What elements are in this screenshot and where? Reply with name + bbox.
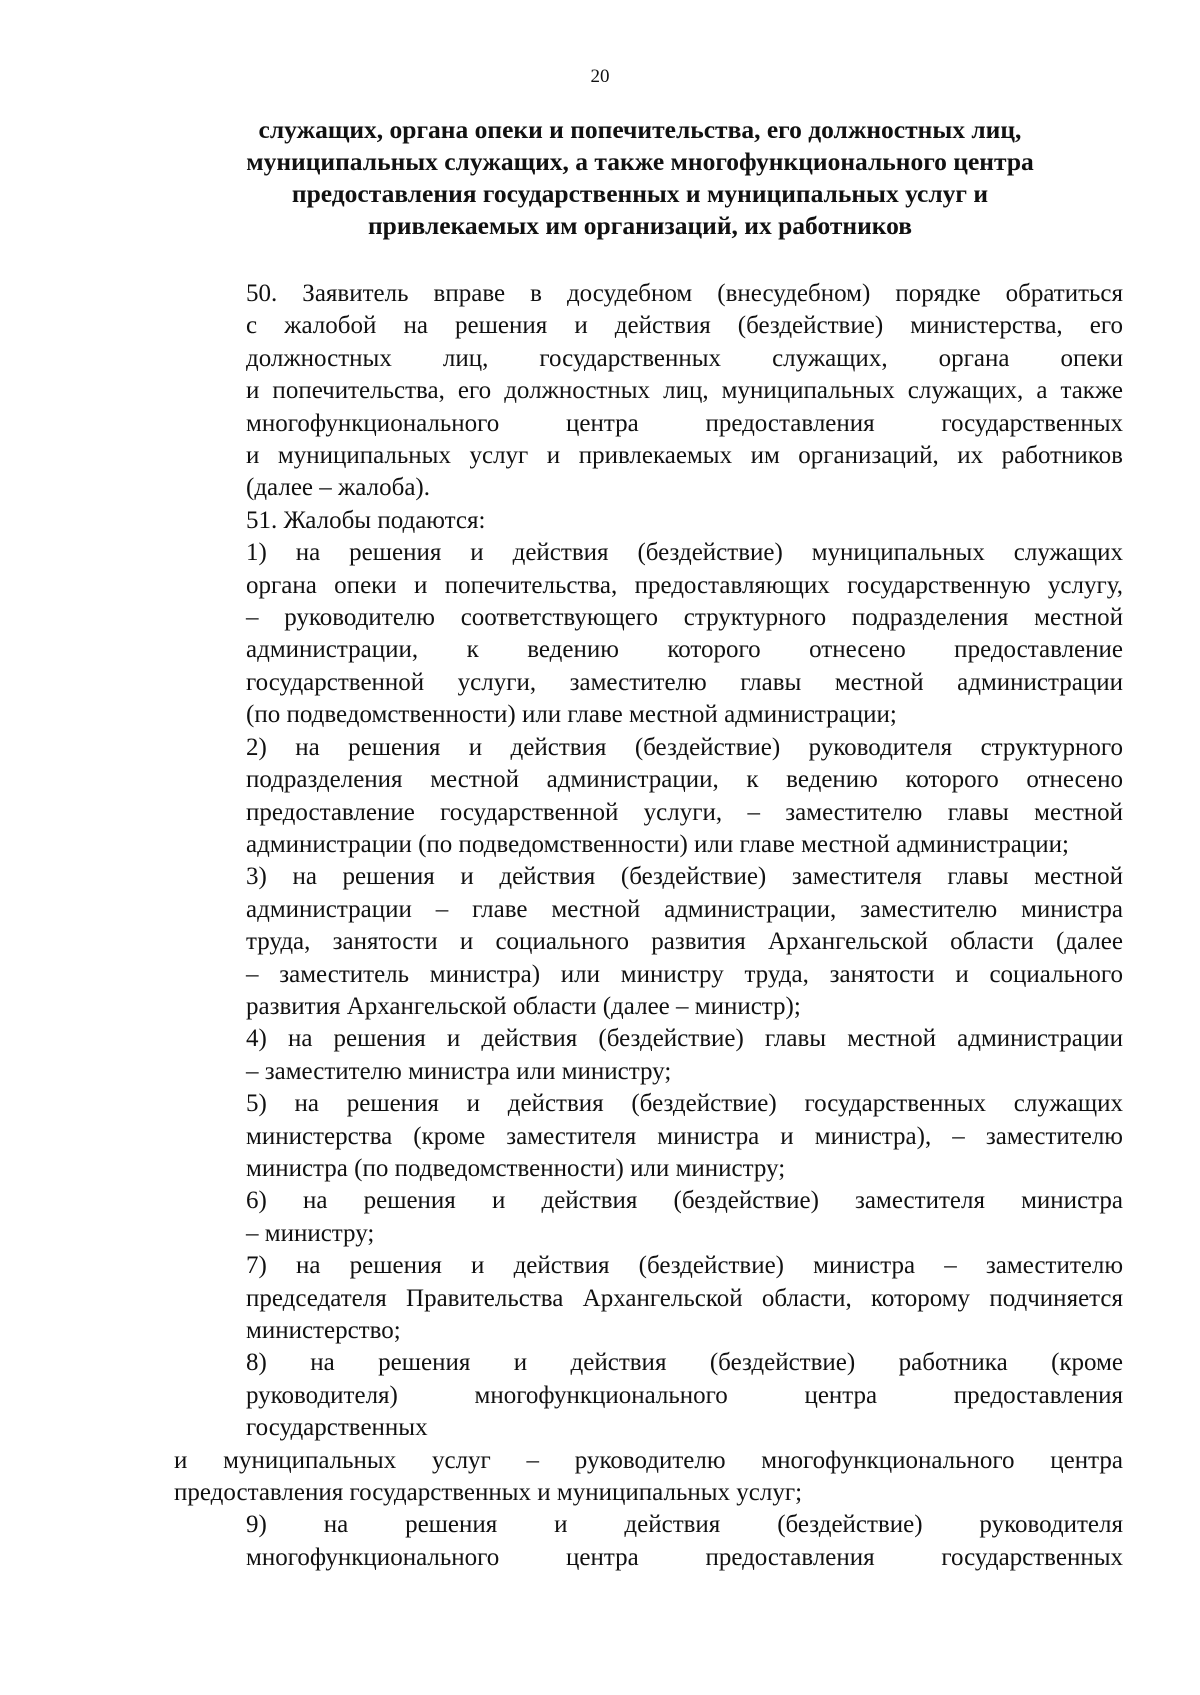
text-line: администрации (по подведомственности) или главе местной администрации; [246, 830, 1069, 858]
page-number: 20 [590, 66, 610, 87]
paragraph [174, 537, 1123, 731]
text-line: министра (по подведомственности) или министру; [246, 1154, 786, 1182]
text-line: предоставления государственных и муниципальных услуг; [174, 1479, 803, 1507]
text-line: 1) на решения и действия (бездействие) муниципальных служащих [246, 539, 1123, 567]
heading-line: служащих, органа опеки и попечительства, его должностных лиц, [258, 115, 1022, 144]
paragraph [174, 1185, 1123, 1250]
paragraph [174, 732, 1123, 862]
text-line: 7) на решения и действия (бездействие) министра – заместителю [246, 1252, 1123, 1280]
section-heading [170, 114, 1110, 242]
paragraph [174, 1509, 1123, 1574]
paragraph [174, 278, 1123, 505]
paragraph [174, 1445, 1123, 1510]
document-body [174, 278, 1123, 1574]
heading-line: предоставления государственных и муниципальных услуг и [291, 179, 989, 208]
text-line: руководителя) многофункционального центра предоставления [246, 1381, 1123, 1409]
text-line: государственных [246, 1414, 428, 1442]
text-line: 8) на решения и действия (бездействие) работника (кроме [246, 1349, 1123, 1377]
text-line: органа опеки и попечительства, предоставляющих государственную услугу, [246, 571, 1123, 599]
text-line: (далее – жалоба). [246, 474, 430, 502]
text-line: 6) на решения и действия (бездействие) заместителя министра [246, 1187, 1123, 1215]
text-line: и муниципальных услуг и привлекаемых им организаций, их работников [246, 442, 1123, 470]
text-line: 50. Заявитель вправе в досудебном (внесудебном) порядке обратиться [246, 280, 1123, 307]
paragraph [174, 861, 1123, 1023]
heading-line: привлекаемых им организаций, их работников [367, 211, 913, 240]
text-line: с жалобой на решения и действия (бездействие) министерства, его [246, 312, 1123, 340]
text-line: министерства (кроме заместителя министра и министра), – заместителю [246, 1122, 1123, 1150]
text-line: – заместителю министра или министру; [246, 1057, 672, 1085]
text-line: 9) на решения и действия (бездействие) руководителя [246, 1511, 1123, 1539]
text-line: труда, занятости и социального развития Архангельской области (далее [246, 928, 1123, 956]
text-line: 5) на решения и действия (бездействие) государственных служащих [246, 1090, 1123, 1118]
text-line: предоставление государственной услуги, – заместителю главы местной [246, 798, 1123, 826]
text-line: администрации, к ведению которого отнесено предоставление [246, 636, 1123, 664]
paragraph [174, 505, 1123, 537]
paragraph [174, 1088, 1123, 1185]
text-line: многофункционального центра предоставления государственных [246, 409, 1123, 437]
text-line: – заместитель министра) или министру труда, занятости и социального [246, 960, 1123, 988]
text-line: и попечительства, его должностных лиц, муниципальных служащих, а также [246, 377, 1123, 405]
text-line: многофункционального центра предоставления государственных [246, 1543, 1123, 1571]
text-line: – министру; [246, 1219, 375, 1247]
heading-line: муниципальных служащих, а также многофункционального центра [246, 147, 1034, 176]
text-line: подразделения местной администрации, к ведению которого отнесено [246, 766, 1123, 794]
paragraph [174, 1347, 1123, 1444]
paragraph [174, 1250, 1123, 1347]
text-line: – руководителю соответствующего структурного подразделения местной [246, 604, 1123, 632]
text-line: 3) на решения и действия (бездействие) заместителя главы местной [246, 863, 1123, 891]
text-line: 2) на решения и действия (бездействие) руководителя структурного [246, 733, 1123, 761]
text-line: должностных лиц, государственных служащих, органа опеки [246, 344, 1123, 372]
text-line: 51. Жалобы подаются: [246, 506, 486, 534]
text-line: развития Архангельской области (далее – министр); [246, 992, 801, 1020]
text-line: и муниципальных услуг – руководителю многофункционального центра [174, 1446, 1123, 1474]
text-line: министерство; [246, 1317, 401, 1344]
text-line: администрации – главе местной администрации, заместителю министра [246, 895, 1123, 923]
text-line: 4) на решения и действия (бездействие) главы местной администрации [246, 1025, 1123, 1053]
text-line: (по подведомственности) или главе местной администрации; [246, 701, 897, 729]
text-line: председателя Правительства Архангельской области, которому подчиняется [246, 1284, 1123, 1312]
paragraph [174, 1023, 1123, 1088]
text-line: государственной услуги, заместителю главы местной администрации [246, 668, 1123, 696]
